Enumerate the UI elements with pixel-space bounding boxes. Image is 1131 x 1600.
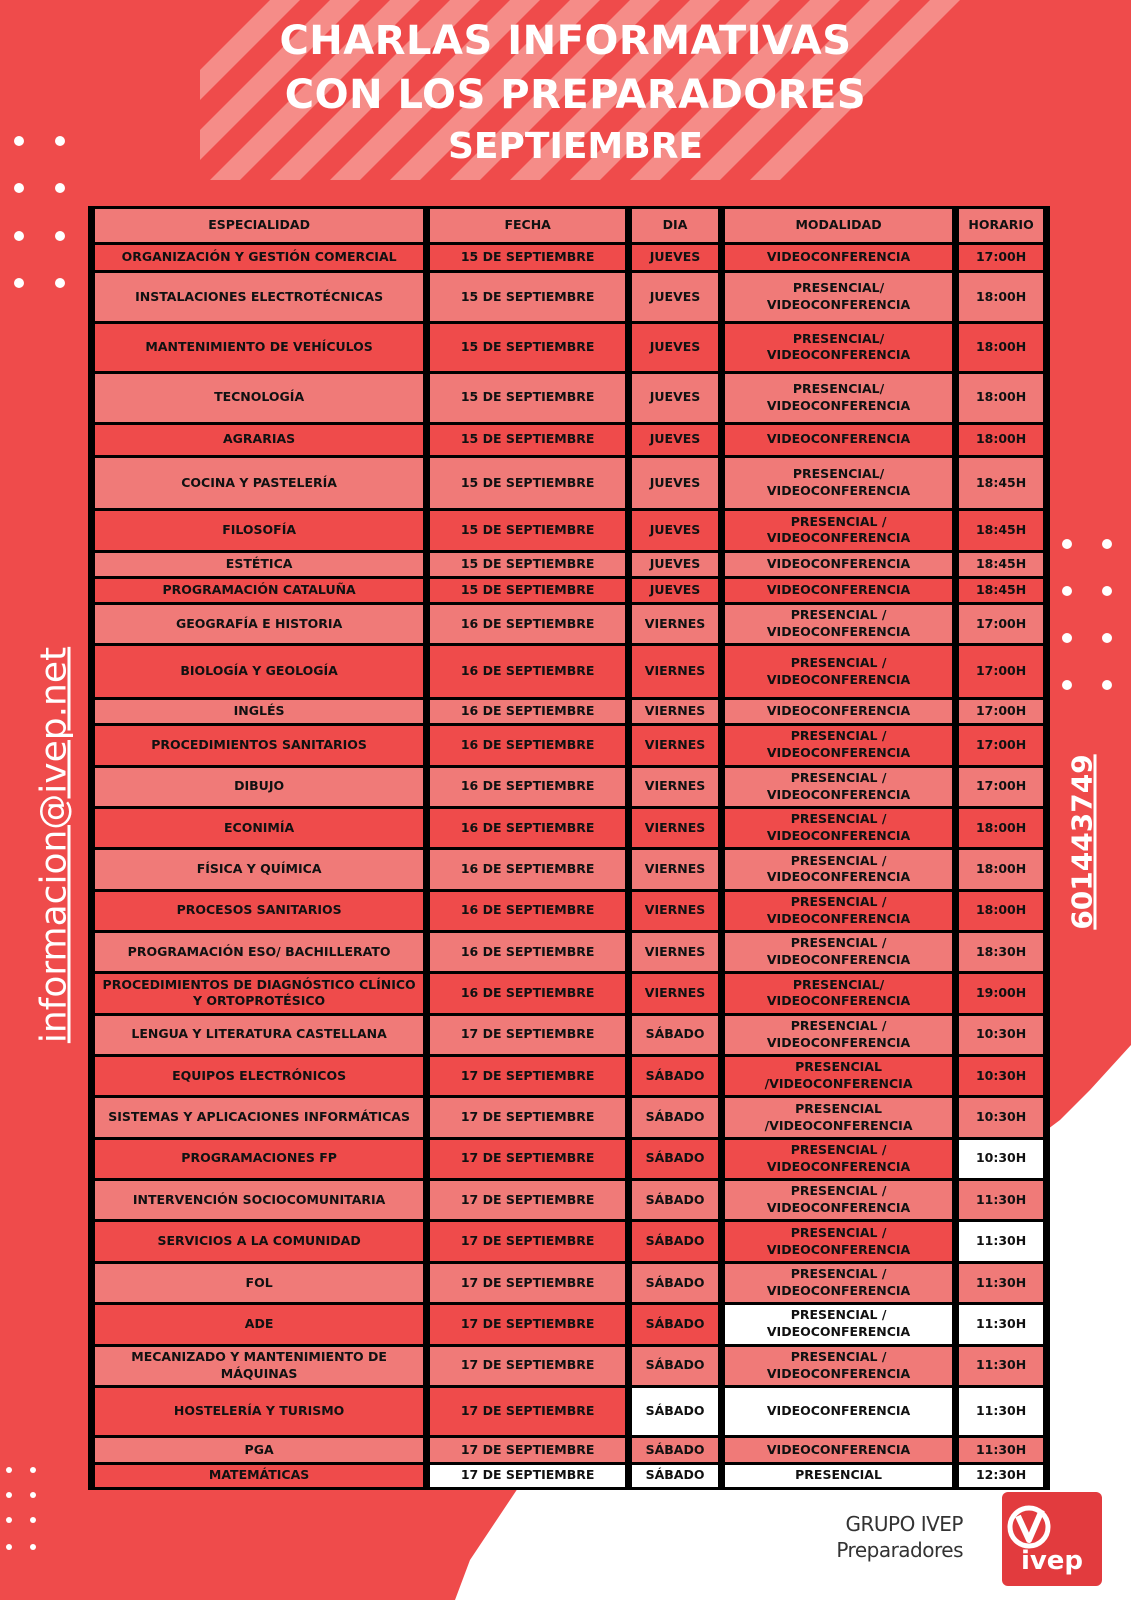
brand-name: GRUPO IVEP	[845, 1512, 963, 1536]
col-modalidad-cell	[725, 374, 952, 421]
modalidad-line: VIDEOCONFERENCIA	[766, 828, 911, 844]
modalidad-line: /VIDEOCONFERENCIA	[764, 1076, 913, 1092]
col-fecha-cell: 16 DE SEPTIEMBRE	[430, 605, 625, 643]
col-fecha-cell: 15 DE SEPTIEMBRE	[430, 324, 625, 371]
schedule-table	[88, 206, 1050, 1490]
table-row	[95, 1098, 1043, 1136]
col-horario-cell: 11:30H	[959, 1181, 1043, 1219]
modalidad-line: VIDEOCONFERENCIA	[766, 483, 911, 499]
col-especialidad-cell: BIOLOGÍA Y GEOLOGÍA	[95, 646, 423, 696]
modalidad-line: VIDEOCONFERENCIA	[766, 555, 911, 571]
table-row	[95, 1140, 1043, 1178]
col-modalidad-cell	[725, 605, 952, 643]
col-fecha-cell: 15 DE SEPTIEMBRE	[430, 553, 625, 576]
col-modalidad-cell	[725, 579, 952, 602]
col-especialidad-cell: ECONIMÍA	[95, 809, 423, 847]
modalidad-line: PRESENCIAL /	[790, 935, 887, 951]
col-modalidad-cell	[725, 809, 952, 847]
col-modalidad-cell	[725, 511, 952, 549]
col-fecha-cell: 16 DE SEPTIEMBRE	[430, 809, 625, 847]
table-row	[95, 1016, 1043, 1054]
col-horario-cell: 18:30H	[959, 933, 1043, 971]
col-dia-cell: VIERNES	[632, 850, 718, 888]
modalidad-line: PRESENCIAL	[795, 1059, 882, 1075]
col-dia-cell: JUEVES	[632, 458, 718, 508]
col-especialidad-cell: ADE	[95, 1305, 423, 1343]
col-fecha-cell: 17 DE SEPTIEMBRE	[430, 1098, 625, 1136]
col-dia-cell: SÁBADO	[632, 1181, 718, 1219]
modalidad-line: PRESENCIAL	[795, 1100, 882, 1116]
modalidad-line: VIDEOCONFERENCIA	[766, 671, 911, 687]
title-line-1: CHARLAS INFORMATIVAS	[279, 18, 852, 64]
modalidad-line: VIDEOCONFERENCIA	[766, 1282, 911, 1298]
col-especialidad-cell: FÍSICA Y QUÍMICA	[95, 850, 423, 888]
col-dia-cell: VIERNES	[632, 892, 718, 930]
col-fecha-cell: 17 DE SEPTIEMBRE	[430, 1347, 625, 1385]
modalidad-line: VIDEOCONFERENCIA	[766, 1158, 911, 1174]
col-especialidad-cell: EQUIPOS ELECTRÓNICOS	[95, 1057, 423, 1095]
modalidad-line: PRESENCIAL /	[790, 513, 887, 529]
table-row	[95, 726, 1043, 764]
ivep-logo	[1002, 1492, 1102, 1586]
col-dia-cell: SÁBADO	[632, 1016, 718, 1054]
col-modalidad-cell	[725, 273, 952, 320]
col-dia-cell: JUEVES	[632, 245, 718, 270]
modalidad-line: VIDEOCONFERENCIA	[766, 397, 911, 413]
col-dia-cell: SÁBADO	[632, 1347, 718, 1385]
brand-subtitle: Preparadores	[836, 1538, 963, 1562]
col-fecha-cell: 16 DE SEPTIEMBRE	[430, 726, 625, 764]
col-fecha-cell: 15 DE SEPTIEMBRE	[430, 425, 625, 455]
col-dia-cell: SÁBADO	[632, 1098, 718, 1136]
modalidad-line: PRESENCIAL /	[790, 1224, 887, 1240]
col-dia-cell: SÁBADO	[632, 1388, 718, 1435]
modalidad-line: PRESENCIAL /	[790, 654, 887, 670]
modalidad-line: PRESENCIAL/	[792, 280, 885, 296]
col-modalidad-cell	[725, 1264, 952, 1302]
col-fecha-cell: 16 DE SEPTIEMBRE	[430, 933, 625, 971]
col-modalidad-cell	[725, 933, 952, 971]
col-horario-cell: 10:30H	[959, 1016, 1043, 1054]
col-fecha-cell: 16 DE SEPTIEMBRE	[430, 892, 625, 930]
contact-phone[interactable]: 601443749	[1065, 754, 1099, 930]
col-horario-cell: 11:30H	[959, 1388, 1043, 1435]
col-fecha-cell: 15 DE SEPTIEMBRE	[430, 579, 625, 602]
col-especialidad-cell: PROCEDIMIENTOS SANITARIOS	[95, 726, 423, 764]
col-especialidad-cell: INGLÉS	[95, 700, 423, 723]
col-especialidad-cell: GEOGRAFÍA E HISTORIA	[95, 605, 423, 643]
table-row	[95, 1057, 1043, 1095]
col-modalidad-cell	[725, 892, 952, 930]
col-fecha-cell: 16 DE SEPTIEMBRE	[430, 700, 625, 723]
table-row	[95, 809, 1043, 847]
dots-right	[1062, 539, 1112, 690]
col-fecha-cell: 16 DE SEPTIEMBRE	[430, 974, 625, 1012]
col-especialidad-cell: COCINA Y PASTELERÍA	[95, 458, 423, 508]
modalidad-line: VIDEOCONFERENCIA	[766, 910, 911, 926]
modalidad-line: VIDEOCONFERENCIA	[766, 1403, 911, 1419]
col-modalidad-cell	[725, 324, 952, 371]
col-modalidad-header: MODALIDAD	[725, 209, 952, 242]
col-dia-header: DIA	[632, 209, 718, 242]
col-horario-cell: 19:00H	[959, 974, 1043, 1012]
col-especialidad-cell: FILOSOFÍA	[95, 511, 423, 549]
modalidad-line: VIDEOCONFERENCIA	[766, 1365, 911, 1381]
col-fecha-cell: 16 DE SEPTIEMBRE	[430, 768, 625, 806]
col-fecha-cell: 15 DE SEPTIEMBRE	[430, 511, 625, 549]
col-horario-cell: 18:00H	[959, 892, 1043, 930]
modalidad-line: PRESENCIAL /	[790, 811, 887, 827]
modalidad-line: VIDEOCONFERENCIA	[766, 249, 911, 265]
modalidad-line: PRESENCIAL /	[790, 1183, 887, 1199]
col-especialidad-cell: MECANIZADO Y MANTENIMIENTO DE MÁQUINAS	[95, 1347, 423, 1385]
col-dia-cell: SÁBADO	[632, 1264, 718, 1302]
col-horario-cell: 11:30H	[959, 1264, 1043, 1302]
col-fecha-header: FECHA	[430, 209, 625, 242]
table-row	[95, 974, 1043, 1012]
modalidad-line: VIDEOCONFERENCIA	[766, 1200, 911, 1216]
modalidad-line: PRESENCIAL /	[790, 607, 887, 623]
col-dia-cell: SÁBADO	[632, 1057, 718, 1095]
col-horario-cell: 17:00H	[959, 605, 1043, 643]
col-especialidad-cell: PROGRAMACIÓN ESO/ BACHILLERATO	[95, 933, 423, 971]
col-especialidad-cell: AGRARIAS	[95, 425, 423, 455]
title-line-2: CON LOS PREPARADORES	[284, 72, 867, 118]
col-modalidad-cell	[725, 974, 952, 1012]
col-dia-cell: VIERNES	[632, 768, 718, 806]
col-dia-cell: VIERNES	[632, 809, 718, 847]
modalidad-line: PRESENCIAL	[795, 1467, 882, 1483]
col-fecha-cell: 17 DE SEPTIEMBRE	[430, 1264, 625, 1302]
modalidad-line: VIDEOCONFERENCIA	[766, 1034, 911, 1050]
table-row	[95, 1438, 1043, 1461]
col-especialidad-header: ESPECIALIDAD	[95, 209, 423, 242]
modalidad-line: PRESENCIAL /	[790, 1307, 887, 1323]
modalidad-line: VIDEOCONFERENCIA	[766, 431, 911, 447]
col-fecha-cell: 17 DE SEPTIEMBRE	[430, 1388, 625, 1435]
col-dia-cell: JUEVES	[632, 579, 718, 602]
col-horario-cell: 11:30H	[959, 1305, 1043, 1343]
table-row	[95, 374, 1043, 421]
table-row	[95, 605, 1043, 643]
col-modalidad-cell	[725, 245, 952, 270]
table-row	[95, 511, 1043, 549]
table-row	[95, 425, 1043, 455]
col-horario-cell: 18:00H	[959, 374, 1043, 421]
col-especialidad-cell: SERVICIOS A LA COMUNIDAD	[95, 1222, 423, 1260]
col-especialidad-cell: HOSTELERÍA Y TURISMO	[95, 1388, 423, 1435]
table-row	[95, 458, 1043, 508]
col-modalidad-cell	[725, 1016, 952, 1054]
col-fecha-cell: 17 DE SEPTIEMBRE	[430, 1438, 625, 1461]
col-dia-cell: JUEVES	[632, 553, 718, 576]
table-row	[95, 1264, 1043, 1302]
modalidad-line: PRESENCIAL /	[790, 769, 887, 785]
col-horario-cell: 17:00H	[959, 768, 1043, 806]
col-modalidad-cell	[725, 646, 952, 696]
modalidad-line: PRESENCIAL /	[790, 893, 887, 909]
table-row	[95, 700, 1043, 723]
col-fecha-cell: 17 DE SEPTIEMBRE	[430, 1140, 625, 1178]
col-modalidad-cell	[725, 700, 952, 723]
col-modalidad-cell	[725, 1388, 952, 1435]
col-fecha-cell: 15 DE SEPTIEMBRE	[430, 458, 625, 508]
modalidad-line: VIDEOCONFERENCIA	[766, 703, 911, 719]
modalidad-line: PRESENCIAL /	[790, 852, 887, 868]
col-especialidad-cell: ESTÉTICA	[95, 553, 423, 576]
col-dia-cell: VIERNES	[632, 726, 718, 764]
col-especialidad-cell: INSTALACIONES ELECTROTÉCNICAS	[95, 273, 423, 320]
col-especialidad-cell: MANTENIMIENTO DE VEHÍCULOS	[95, 324, 423, 371]
col-modalidad-cell	[725, 1222, 952, 1260]
contact-email[interactable]: informacion@ivep.net	[33, 646, 75, 1044]
col-fecha-cell: 17 DE SEPTIEMBRE	[430, 1465, 625, 1487]
modalidad-line: PRESENCIAL /	[790, 1017, 887, 1033]
col-horario-cell: 17:00H	[959, 726, 1043, 764]
modalidad-line: VIDEOCONFERENCIA	[766, 869, 911, 885]
col-modalidad-cell	[725, 1181, 952, 1219]
title-month: SEPTIEMBRE	[447, 126, 704, 167]
col-modalidad-cell	[725, 1098, 952, 1136]
col-especialidad-cell: DIBUJO	[95, 768, 423, 806]
col-modalidad-cell	[725, 553, 952, 576]
table-row	[95, 1305, 1043, 1343]
modalidad-line: VIDEOCONFERENCIA	[766, 952, 911, 968]
table-row	[95, 646, 1043, 696]
table-row	[95, 1347, 1043, 1385]
col-horario-cell: 18:45H	[959, 458, 1043, 508]
col-especialidad-cell: PGA	[95, 1438, 423, 1461]
col-modalidad-cell	[725, 768, 952, 806]
col-fecha-cell: 17 DE SEPTIEMBRE	[430, 1057, 625, 1095]
col-fecha-cell: 15 DE SEPTIEMBRE	[430, 374, 625, 421]
modalidad-line: PRESENCIAL /	[790, 1142, 887, 1158]
modalidad-line: PRESENCIAL /	[790, 728, 887, 744]
logo-text: ivep	[1020, 1546, 1084, 1576]
col-fecha-cell: 16 DE SEPTIEMBRE	[430, 646, 625, 696]
modalidad-line: PRESENCIAL/	[792, 466, 885, 482]
table-body	[95, 245, 1043, 1487]
modalidad-line: VIDEOCONFERENCIA	[766, 745, 911, 761]
col-fecha-cell: 15 DE SEPTIEMBRE	[430, 245, 625, 270]
col-fecha-cell: 17 DE SEPTIEMBRE	[430, 1305, 625, 1343]
col-dia-cell: JUEVES	[632, 273, 718, 320]
col-modalidad-cell	[725, 850, 952, 888]
col-especialidad-cell: MATEMÁTICAS	[95, 1465, 423, 1487]
modalidad-line: PRESENCIAL /	[790, 1266, 887, 1282]
col-dia-cell: SÁBADO	[632, 1465, 718, 1487]
modalidad-line: VIDEOCONFERENCIA	[766, 624, 911, 640]
col-horario-cell: 18:45H	[959, 579, 1043, 602]
col-especialidad-cell: PROGRAMACIONES FP	[95, 1140, 423, 1178]
modalidad-line: VIDEOCONFERENCIA	[766, 582, 911, 598]
table-row	[95, 1388, 1043, 1435]
col-dia-cell: VIERNES	[632, 646, 718, 696]
table-row	[95, 579, 1043, 602]
col-horario-cell: 18:45H	[959, 553, 1043, 576]
col-modalidad-cell	[725, 425, 952, 455]
col-fecha-cell: 17 DE SEPTIEMBRE	[430, 1016, 625, 1054]
col-dia-cell: JUEVES	[632, 374, 718, 421]
table-row	[95, 933, 1043, 971]
modalidad-line: VIDEOCONFERENCIA	[766, 786, 911, 802]
col-modalidad-cell	[725, 1438, 952, 1461]
col-dia-cell: VIERNES	[632, 933, 718, 971]
col-horario-cell: 17:00H	[959, 700, 1043, 723]
table-row	[95, 1181, 1043, 1219]
table-row	[95, 553, 1043, 576]
col-especialidad-cell: INTERVENCIÓN SOCIOCOMUNITARIA	[95, 1181, 423, 1219]
col-horario-cell: 18:00H	[959, 809, 1043, 847]
col-fecha-cell: 17 DE SEPTIEMBRE	[430, 1222, 625, 1260]
col-dia-cell: VIERNES	[632, 974, 718, 1012]
col-modalidad-cell	[725, 1347, 952, 1385]
col-dia-cell: JUEVES	[632, 425, 718, 455]
col-horario-cell: 17:00H	[959, 245, 1043, 270]
col-horario-cell: 18:45H	[959, 511, 1043, 549]
table-header-row	[95, 209, 1043, 242]
col-especialidad-cell: PROGRAMACIÓN CATALUÑA	[95, 579, 423, 602]
col-especialidad-cell: SISTEMAS Y APLICACIONES INFORMÁTICAS	[95, 1098, 423, 1136]
table-row	[95, 768, 1043, 806]
col-horario-cell: 17:00H	[959, 646, 1043, 696]
col-dia-cell: VIERNES	[632, 605, 718, 643]
col-horario-header: HORARIO	[959, 209, 1043, 242]
col-fecha-cell: 17 DE SEPTIEMBRE	[430, 1181, 625, 1219]
modalidad-line: VIDEOCONFERENCIA	[766, 296, 911, 312]
col-horario-cell: 11:30H	[959, 1438, 1043, 1461]
col-modalidad-cell	[725, 1057, 952, 1095]
col-modalidad-cell	[725, 1465, 952, 1487]
modalidad-line: /VIDEOCONFERENCIA	[764, 1117, 913, 1133]
table-row	[95, 245, 1043, 270]
col-especialidad-cell: PROCESOS SANITARIOS	[95, 892, 423, 930]
col-horario-cell: 12:30H	[959, 1465, 1043, 1487]
table-row	[95, 1465, 1043, 1487]
modalidad-line: VIDEOCONFERENCIA	[766, 1324, 911, 1340]
modalidad-line: VIDEOCONFERENCIA	[766, 347, 911, 363]
modalidad-line: VIDEOCONFERENCIA	[766, 1241, 911, 1257]
col-horario-cell: 18:00H	[959, 425, 1043, 455]
modalidad-line: PRESENCIAL/	[792, 330, 885, 346]
col-dia-cell: SÁBADO	[632, 1140, 718, 1178]
col-modalidad-cell	[725, 1140, 952, 1178]
col-dia-cell: JUEVES	[632, 511, 718, 549]
col-dia-cell: SÁBADO	[632, 1438, 718, 1461]
modalidad-line: VIDEOCONFERENCIA	[766, 1441, 911, 1457]
modalidad-line: PRESENCIAL/	[792, 380, 885, 396]
col-especialidad-cell: TECNOLOGÍA	[95, 374, 423, 421]
col-dia-cell: VIERNES	[632, 700, 718, 723]
col-horario-cell: 18:00H	[959, 273, 1043, 320]
modalidad-line: PRESENCIAL /	[790, 1348, 887, 1364]
col-horario-cell: 11:30H	[959, 1347, 1043, 1385]
table-row	[95, 273, 1043, 320]
modalidad-line: VIDEOCONFERENCIA	[766, 530, 911, 546]
dots-left-bottom	[6, 1467, 36, 1550]
col-dia-cell: SÁBADO	[632, 1305, 718, 1343]
col-horario-cell: 10:30H	[959, 1057, 1043, 1095]
col-modalidad-cell	[725, 458, 952, 508]
col-horario-cell: 10:30H	[959, 1098, 1043, 1136]
col-modalidad-cell	[725, 726, 952, 764]
col-especialidad-cell: ORGANIZACIÓN Y GESTIÓN COMERCIAL	[95, 245, 423, 270]
col-fecha-cell: 15 DE SEPTIEMBRE	[430, 273, 625, 320]
col-horario-cell: 18:00H	[959, 324, 1043, 371]
table-row	[95, 850, 1043, 888]
col-especialidad-cell: LENGUA Y LITERATURA CASTELLANA	[95, 1016, 423, 1054]
col-horario-cell: 18:00H	[959, 850, 1043, 888]
col-dia-cell: JUEVES	[632, 324, 718, 371]
table-row	[95, 324, 1043, 371]
col-fecha-cell: 16 DE SEPTIEMBRE	[430, 850, 625, 888]
table-row	[95, 892, 1043, 930]
col-especialidad-cell: FOL	[95, 1264, 423, 1302]
modalidad-line: PRESENCIAL/	[792, 976, 885, 992]
table-row	[95, 1222, 1043, 1260]
col-horario-cell: 11:30H	[959, 1222, 1043, 1260]
col-especialidad-cell: PROCEDIMIENTOS DE DIAGNÓSTICO CLÍNICO Y ORTOPROTÉSICO	[95, 974, 423, 1012]
col-dia-cell: SÁBADO	[632, 1222, 718, 1260]
col-modalidad-cell	[725, 1305, 952, 1343]
col-horario-cell: 10:30H	[959, 1140, 1043, 1178]
modalidad-line: VIDEOCONFERENCIA	[766, 993, 911, 1009]
